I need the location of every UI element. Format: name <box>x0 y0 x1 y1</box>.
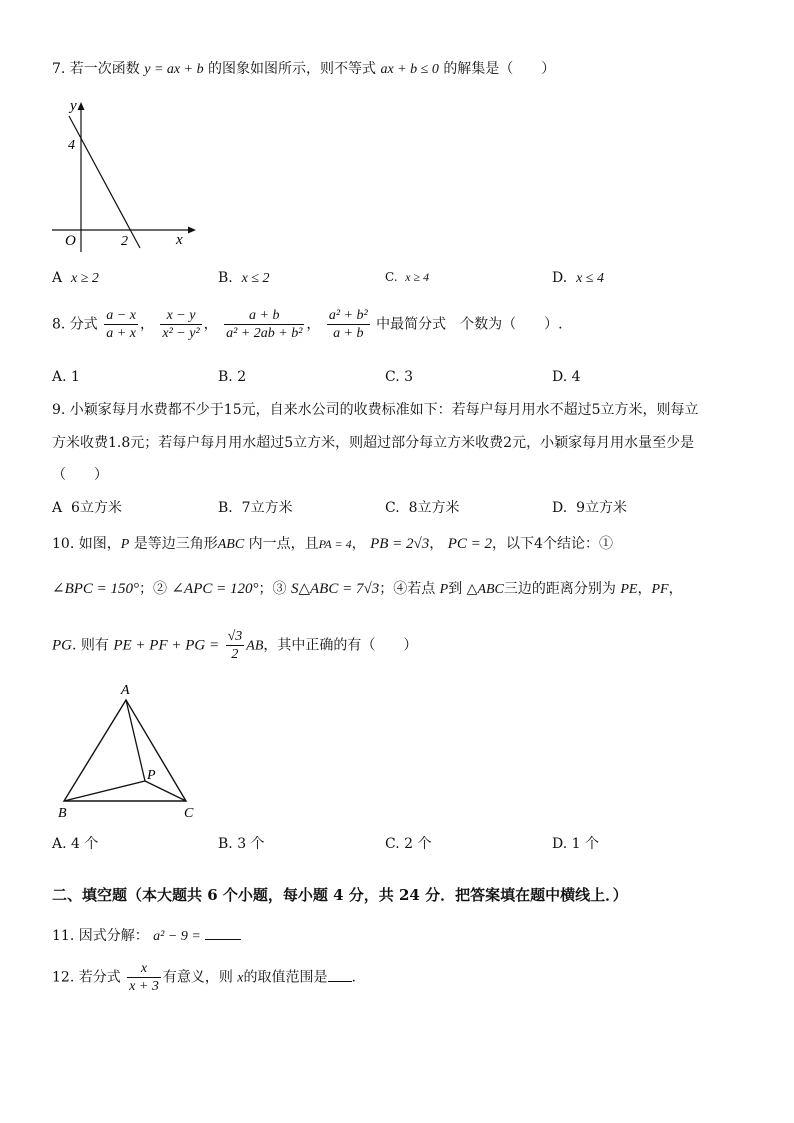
label-p: P <box>147 768 156 783</box>
q8-option-a[interactable]: A. 1 <box>52 369 80 385</box>
q9-line-2: 方米收费1.8元；若每户每月用水超过5立方米，则超过部分每立方米收费2元，小颖家每月用水量至少是 <box>52 435 695 451</box>
label-b: B <box>58 806 67 821</box>
y-axis-label: y <box>70 98 77 114</box>
origin-label: O <box>65 233 76 249</box>
y-axis-arrow <box>78 102 85 110</box>
q8-option-c[interactable]: C. 3 <box>385 369 414 385</box>
q8-option-b[interactable]: B. 2 <box>218 369 247 385</box>
q11-stem: 11. 因式分解： a² − 9 = <box>52 929 241 944</box>
q10-option-d[interactable]: D. 1 个 <box>552 836 599 852</box>
x-axis-arrow <box>188 227 196 234</box>
function-line <box>69 116 140 248</box>
q7-option-c[interactable]: C. x ≥ 4 <box>385 270 430 284</box>
q7-option-d[interactable]: D. x ≤ 4 <box>552 270 604 286</box>
q8-fraction-2: $\frac{x - y}{\text{x² − y²}}$ <box>162 308 200 341</box>
q10-option-a[interactable]: A. 4 个 <box>52 836 99 852</box>
q9-option-c[interactable]: C. 8立方米 <box>385 500 460 516</box>
q7-option-a[interactable]: A x ≥ 2 <box>52 270 99 286</box>
label-c: C <box>184 806 194 821</box>
q7-graph <box>48 92 208 257</box>
label-a: A <box>121 683 130 698</box>
segment-pa <box>126 700 145 781</box>
q10-option-c[interactable]: C. 2 个 <box>385 836 432 852</box>
y-intercept-label: 4 <box>68 138 75 153</box>
q7-inequality: ax + b ≤ 0 <box>380 62 439 77</box>
q9-line-1: 9. 小颖家每月水费都不少于15元，自来水公司的收费标准如下：若每户每月用水不超过5立方米，则每立 <box>52 402 699 418</box>
q12-answer-blank[interactable] <box>328 981 352 982</box>
q7-stem: 7. 若一次函数 y = ax + b 的图象如图所示，则不等式 ax + b ≤ 0 的解集是（ ） <box>52 61 556 77</box>
q10-line-1: 10. 如图，P 是等边三角形ABC 内一点，且PA = 4， PB = 2√3， PC = 2，以下4个结论：① <box>52 536 613 552</box>
q12-stem: 12. 若分式 $\frac{x}{x + 3}$ 有意义，则 x的取值范围是 . <box>52 961 356 994</box>
q9-option-b[interactable]: B. 7立方米 <box>218 500 293 516</box>
q10-line-2: ∠BPC = 150°；② ∠APC = 120°；③ S△ABC = 7√3；④若点 P到 △ABC三边的距离分别为 PE，PF， <box>52 581 683 597</box>
q7-option-b[interactable]: B. x ≤ 2 <box>218 270 270 286</box>
x-axis-label: x <box>176 232 183 248</box>
q10-sqrt3-over-2: $\frac{√3}{2}$ <box>227 629 243 662</box>
q10-line-3: PG. 则有 PE + PF + PG = $\frac{√3}{2}$ AB，其中正确的有（ ） <box>52 629 418 662</box>
q12-fraction: $\frac{x}{x + 3}$ <box>129 961 159 994</box>
q9-line-3: （ ） <box>52 467 108 483</box>
q8-option-d[interactable]: D. 4 <box>552 369 581 385</box>
section-2-title: 二、填空题（本大题共 6 个小题，每小题 4 分，共 24 分．把答案填在题中横线上．） <box>52 886 628 904</box>
q10-option-b[interactable]: B. 3 个 <box>218 836 265 852</box>
q8-fraction-1: $\frac{a - x}{a + x}$ <box>106 308 136 341</box>
q11-answer-blank[interactable] <box>205 939 241 940</box>
q10-figure <box>52 680 212 822</box>
x-intercept-label: 2 <box>121 234 128 249</box>
q8-fraction-3: $\frac{a + b}{\text{a² + 2ab + b²}}$ <box>226 308 303 341</box>
q8-fraction-4: $\frac{\text{a² + b²}}{a + b}$ <box>328 308 368 341</box>
q9-option-a[interactable]: A 6立方米 <box>52 500 122 516</box>
q8-stem: 8. 分式 $\frac{a - x}{a + x}$ ， $\frac{x - y}{\text{x² − y²}}$ ， $\frac{a + b}{\text{a² + 2ab + b²}}$ ， $\frac{\text{a² + b²}}{a + b}$ 中最简分式 个数为（ ）. <box>52 308 563 341</box>
segment-pb <box>64 781 145 801</box>
q9-option-d[interactable]: D. 9立方米 <box>552 500 628 516</box>
q7-function: y = ax + b <box>144 62 204 77</box>
